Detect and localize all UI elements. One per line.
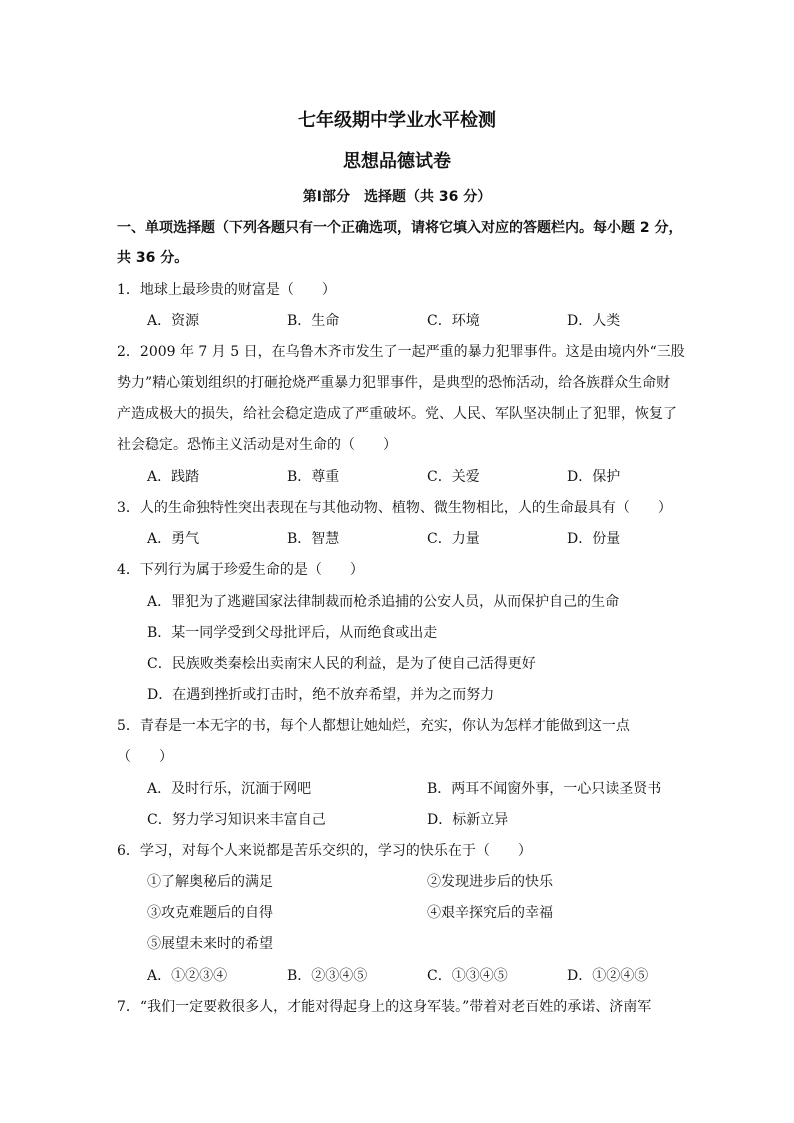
q2-option-d: D．保护 [567, 469, 621, 485]
question-2-line2: 势力”精心策划组织的打砸抢烧严重暴力犯罪事件，是典型的恐怖活动，给各族群众生命财 [117, 375, 671, 391]
q1-option-a: A．资源 [147, 313, 200, 329]
q3-option-d: D．份量 [567, 531, 621, 547]
question-1-stem: 1．地球上最珍贵的财富是（ ） [117, 282, 336, 298]
part-heading: 第Ⅰ部分 选择题（共 36 分） [302, 189, 492, 205]
q5-option-c: C．努力学习知识来丰富自己 [147, 812, 326, 828]
q1-option-c: C．环境 [427, 313, 480, 329]
q6-item-4: ④艰辛探究后的幸福 [427, 905, 553, 921]
q6-option-a: A．①②③④ [147, 968, 228, 984]
question-7-line1: 7．“我们一定要救很多人，才能对得起身上的这身军装。”带着对老百姓的承诺、济南军 [117, 999, 652, 1015]
q2-option-c: C．关爱 [427, 469, 480, 485]
q6-item-1: ①了解奥秘后的满足 [147, 874, 273, 890]
q6-item-3: ③攻克难题后的自得 [147, 905, 273, 921]
q3-option-c: C．力量 [427, 531, 480, 547]
q5-option-a: A．及时行乐，沉湎于网吧 [147, 781, 312, 797]
q4-option-b: B．某一同学受到父母批评后，从而绝食或出走 [147, 625, 438, 641]
q6-item-2: ②发现进步后的快乐 [427, 874, 553, 890]
question-2-line4: 社会稳定。恐怖主义活动是对生命的（ ） [117, 437, 397, 453]
q6-item-5: ⑤展望未来时的希望 [147, 936, 273, 952]
question-5-line1: 5．青春是一本无字的书，每个人都想让她灿烂，充实，你认为怎样才能做到这一点 [117, 718, 630, 734]
q1-option-d: D．人类 [567, 313, 621, 329]
q4-option-c: C．民族败类秦桧出卖南宋人民的利益，是为了使自己活得更好 [147, 656, 536, 672]
section-instruction-line2: 共 36 分。 [117, 250, 189, 266]
question-4-stem: 4．下列行为属于珍爱生命的是（ ） [117, 562, 364, 578]
exam-subtitle: 思想品德试卷 [343, 151, 451, 172]
question-2-line1: 2．2009 年 7 月 5 日，在乌鲁木齐市发生了一起严重的暴力犯罪事件。这是由境内外“三股 [117, 344, 685, 360]
q5-option-b: B．两耳不闻窗外事，一心只读圣贤书 [427, 781, 662, 797]
q6-option-c: C．①③④⑤ [427, 968, 508, 984]
q2-option-b: B．尊重 [287, 469, 340, 485]
q4-option-a: A．罪犯为了逃避国家法律制裁而枪杀追捕的公安人员，从而保护自己的生命 [147, 594, 620, 610]
q6-option-b: B．②③④⑤ [287, 968, 368, 984]
question-3-stem: 3．人的生命独特性突出表现在与其他动物、植物、微生物相比，人的生命最具有（ ） [117, 500, 672, 516]
q6-option-d: D．①②④⑤ [567, 968, 649, 984]
q1-option-b: B．生命 [287, 313, 340, 329]
q4-option-d: D．在遇到挫折或打击时，绝不放弃希望，并为之而努力 [147, 687, 495, 703]
section-instruction-line1: 一、单项选择题（下列各题只有一个正确选项，请将它填入对应的答题栏内。每小题 2 分， [117, 220, 683, 236]
q2-option-a: A．践踏 [147, 469, 200, 485]
question-6-stem: 6．学习，对每个人来说都是苦乐交织的，学习的快乐在于（ ） [117, 843, 532, 859]
q3-option-a: A．勇气 [147, 531, 200, 547]
q5-option-d: D．标新立异 [427, 812, 509, 828]
question-5-line2: （ ） [117, 749, 173, 765]
q3-option-b: B．智慧 [287, 531, 340, 547]
question-2-line3: 产造成极大的损失，给社会稳定造成了严重破坏。党、人民、军队坚决制止了犯罪，恢复了 [117, 406, 677, 422]
exam-title: 七年级期中学业水平检测 [298, 110, 496, 131]
